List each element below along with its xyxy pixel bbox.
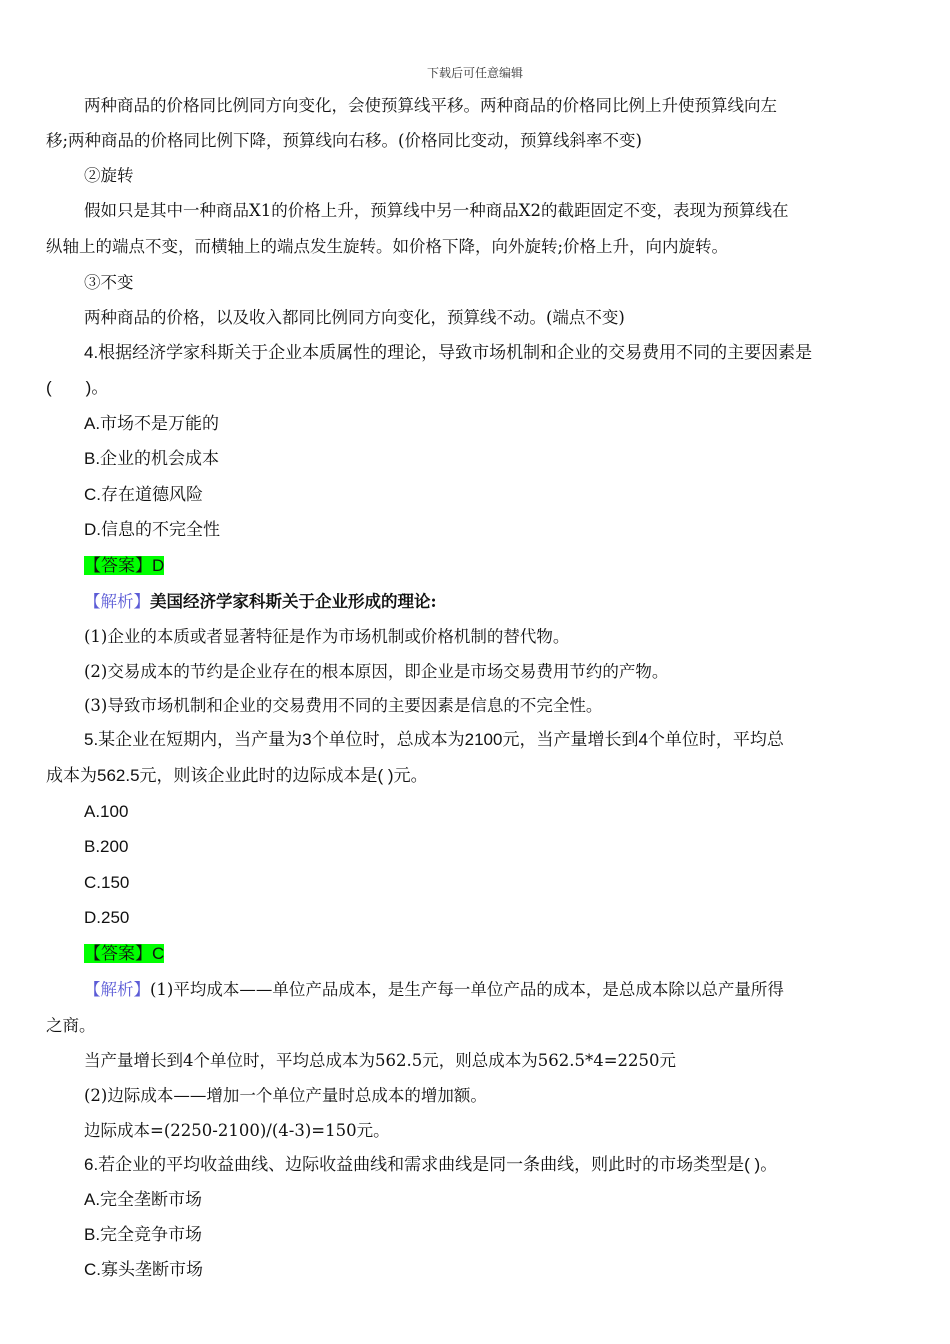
answer-line <box>84 943 904 965</box>
calculation-line: 边际成本=(2250-2100)/(4-3)=150元。 <box>84 1121 390 1140</box>
analysis-point: (3)导致市场机制和企业的交易费用不同的主要因素是信息的不完全性。 <box>84 696 603 715</box>
option-d: D.250 <box>84 908 130 927</box>
paragraph-line: 两种商品的价格同比例同方向变化，会使预算线平移。两种商品的价格同比例上升使预算线向左 <box>84 96 777 115</box>
option-d: D.信息的不完全性 <box>84 520 220 539</box>
answer-highlight <box>84 556 164 575</box>
option-a: A.100 <box>84 802 129 821</box>
option-b: B.200 <box>84 837 129 856</box>
question-4-stem-blank: ( )。 <box>46 378 109 397</box>
question-5-stem-cont: 成本为562.5元，则该企业此时的边际成本是( )元。 <box>46 766 428 785</box>
paragraph-line: 纵轴上的端点不变，而横轴上的端点发生旋转。如价格下降，向外旋转;价格上升，向内旋转。 <box>46 237 729 256</box>
analysis-text: (1)平均成本——单位产品成本，是生产每一单位产品的成本，是总成本除以总产量所得 <box>150 980 784 999</box>
analysis-line <box>84 979 904 1001</box>
answer-label: 【答案】 <box>84 944 152 963</box>
analysis-line <box>84 591 904 613</box>
option-c: C.寡头垄断市场 <box>84 1260 203 1279</box>
analysis-text-cont: 之商。 <box>46 1016 96 1035</box>
answer-highlight <box>84 944 164 963</box>
paragraph-line: 移;两种商品的价格同比例下降，预算线向右移。(价格同比变动，预算线斜率不变) <box>46 131 642 150</box>
answer-value: D <box>152 556 165 575</box>
analysis-tag: 【解析】 <box>84 980 150 999</box>
option-c: C.150 <box>84 873 130 892</box>
analysis-point: (2)交易成本的节约是企业存在的根本原因，即企业是市场交易费用节约的产物。 <box>84 662 669 681</box>
answer-value: C <box>152 944 165 963</box>
question-5-stem: 5.某企业在短期内，当产量为3个单位时，总成本为2100元，当产量增长到4个单位时，平均总 <box>84 730 784 749</box>
option-b: B.企业的机会成本 <box>84 449 220 468</box>
question-6-stem: 6.若企业的平均收益曲线、边际收益曲线和需求曲线是同一条曲线，则此时的市场类型是( )。 <box>84 1155 778 1174</box>
analysis-point: (1)企业的本质或者显著特征是作为市场机制或价格机制的替代物。 <box>84 627 570 646</box>
section-title-rotate: ②旋转 <box>84 166 134 185</box>
section-title-unchanged: ③不变 <box>84 273 134 292</box>
answer-line <box>84 555 904 577</box>
option-a: A.市场不是万能的 <box>84 414 220 433</box>
paragraph-line: 两种商品的价格，以及收入都同比例同方向变化，预算线不动。(端点不变) <box>84 308 625 327</box>
analysis-tag: 【解析】 <box>84 592 150 611</box>
option-c: C.存在道德风险 <box>84 485 203 504</box>
answer-label: 【答案】 <box>84 556 152 575</box>
analysis-title: 美国经济学家科斯关于企业形成的理论: <box>150 592 437 611</box>
page-header: 下载后可任意编辑 <box>426 66 523 80</box>
paragraph-line: 假如只是其中一种商品X1的价格上升，预算线中另一种商品X2的截距固定不变，表现为预算线在 <box>84 201 789 220</box>
calculation-line: 当产量增长到4个单位时，平均总成本为562.5元，则总成本为562.5*4=2250元 <box>84 1051 677 1070</box>
question-4-stem: 4.根据经济学家科斯关于企业本质属性的理论，导致市场机制和企业的交易费用不同的主要因素是 <box>84 343 813 362</box>
calculation-line: (2)边际成本——增加一个单位产量时总成本的增加额。 <box>84 1086 487 1105</box>
option-b: B.完全竞争市场 <box>84 1225 203 1244</box>
option-a: A.完全垄断市场 <box>84 1190 203 1209</box>
